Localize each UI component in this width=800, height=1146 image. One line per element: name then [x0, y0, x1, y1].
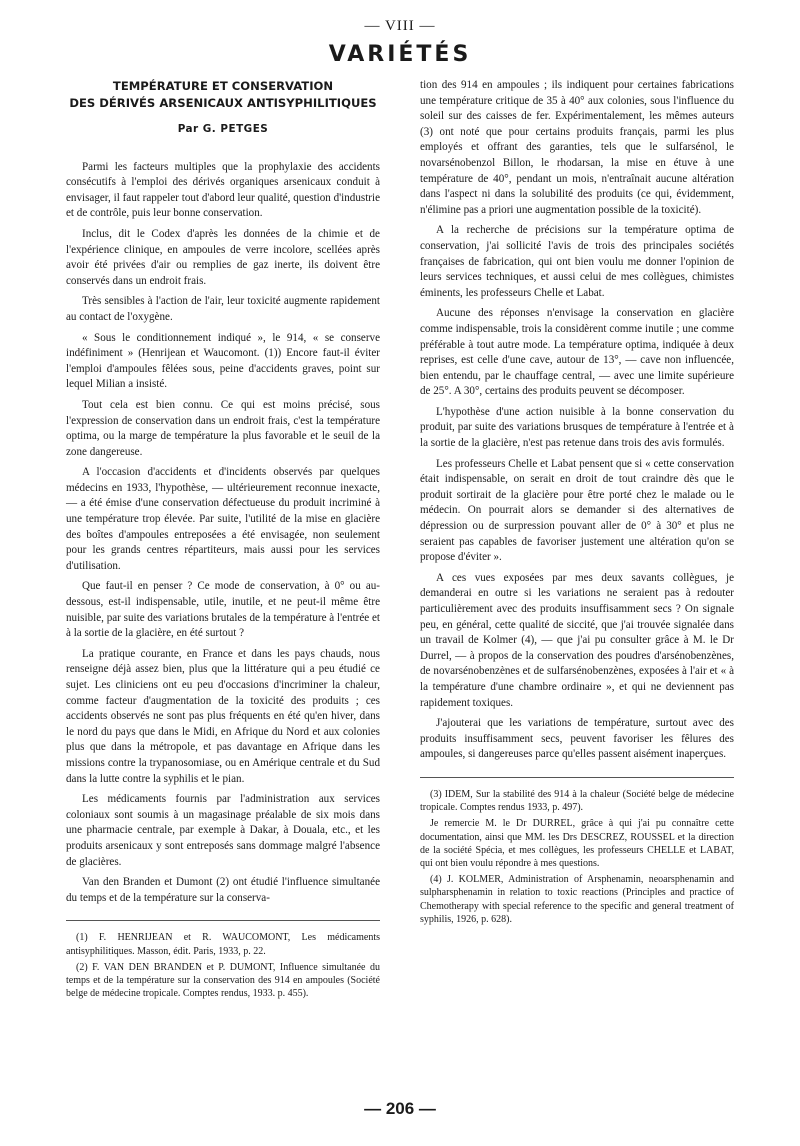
left-column — [66, 78, 380, 1003]
footnote-3: (3) IDEM, Sur la stabilité des 914 à la chaleur (Société belge de médecine tropicale. Comptes rendus 1933, p. 497). — [420, 788, 734, 814]
paragraph: « Sous le conditionnement indiqué », le 914, « se conserve indéfiniment » (Henrijean et Waucomont. (1)) Encore faut-il éviter l'emploi d'ampoules fêlées sous, peine d'accidents graves, point sur lequel Milian a insisté. — [66, 331, 380, 391]
section-title: VARIÉTÉS — [328, 42, 472, 67]
paragraph: A l'occasion d'accidents et d'incidents observés par quelques médecins en 1933, l'hypothèse, — ultérieurement reconnue inexacte, — a été émise d'une conservation défectueuse du produit incriminé à une température trop élevée. Par suite, l'utilité de la mise en glacière des boîtes d'ampoules entreposées a été envisagée, non seulement pour les grands centres répartiteurs, mais aussi pour les services d'utilisation. — [66, 466, 380, 572]
paragraph: A ces vues exposées par mes deux savants collègues, je demanderai en outre si les variations ne seraient pas à redouter particulièrement avec des produits insuffisamment secs ? On signale peu, en général, cette qualité de siccité, que j'ai trouvée signalée dans un travail de Kolmer (4), — que j'ai pu consulter grâce à M. le Dr Durrel, — à propos de la conservation des poudres d'arsénobenzènes, de novarsénobenzènes et de sulfarsénobenzènes, exposées à l'air et « à la température d'une chambre ordinaire », et qui ne deviennent pas rapidement toxiques. — [420, 571, 734, 709]
paragraph: La pratique courante, en France et dans les pays chauds, nous renseigne déjà assez bien, plus que la littérature qui a peu étudié ce sujet. Les cliniciens ont eu peu d'occasions d'incriminer la chaleur, comme facteur d'augmentation de la toxicité des produits ; ces accidents observés ne sont pas plus fréquents en été qu'en hiver, dans le nord du pays que dans le Midi, en Afrique du Nord et aux colonies plus que dans la métropole, et pas davantage en Afrique dans les missions contre la trypanosomiase, ou en Amérique centrale et du Sud dans la lutte contre la syphilis et le pian. — [66, 647, 380, 785]
paragraph: Inclus, dit le Codex d'après les données de la chimie et de l'expérience clinique, en ampoules de verre incolore, scellées après avoir été privées d'air ou remplies de gaz inerte, ils doivent être conservés dans un endroit frais. — [66, 227, 380, 287]
article-title-line-2: DES DÉRIVÉS ARSENICAUX ANTISYPHILITIQUES — [69, 96, 377, 110]
paragraph-continuation: tion des 914 en ampoules ; ils indiquent pour certaines fabrications une température critique de 35 à 40° aux colonies, sous l'influence du soleil sur des caisses de fer. Expérimentalement, les mêmes auteurs (3) ont noté que pour certains produits français, parmi les plus employés et offrant des garanties, tels que le sulfarsénol, le novarsénobenzol Billon, le rhodarsan, la mise en étuve à une température de 40°, pendant un mois, n'entraînait aucune altération dans l'aspect ni dans la solubilité des produits (ce qui, évidemment, n'élimine pas a priori une augmentation possible de la toxicité). — [420, 79, 734, 216]
paragraph: Très sensibles à l'action de l'air, leur toxicité augmente rapidement au contact de l'oxygène. — [66, 295, 380, 323]
footnote-2: (2) F. VAN DEN BRANDEN et P. DUMONT, Influence simultanée du temps et de la température sur la conservation des 914 en ampoules (Société belge de médecine tropicale. Comptes rendus, 1933. p. 455). — [66, 961, 380, 1000]
article-title — [66, 78, 380, 112]
footnote-divider — [420, 777, 734, 778]
paragraph: Les médicaments fournis par l'administration aux services coloniaux sont soumis à un magasinage préalable de six mois dans une pharmacie centrale, par exemple à Dakar, à Douala, etc., et les produits arsenicaux y sont entreposés sans dommage malgré l'absence de glacières. — [66, 793, 380, 868]
page-number: — 206 — — [364, 1099, 436, 1118]
paragraph: L'hypothèse d'une action nuisible à la bonne conservation du produit, par suite des variations brusques de température à l'entrée et à la sortie de la glacière, n'est pas retenue dans trois des avis formulés. — [420, 405, 734, 450]
footnote-4: (4) J. KOLMER, Administration of Arsphenamin, neoarsphenamin and sulpharsphenamin in relation to toxic reactions (Principles and practice of Chemotherapy with special reference to the specific and general treatment of syphilis, 1926, p. 628). — [420, 874, 734, 925]
paragraph: Les professeurs Chelle et Labat pensent que si « cette conservation était indispensable, on serait en droit de tout craindre dès que le produit sortirait de la glacière pour être porté chez le malade ou le médecin. On pourrait alors se demander si des alternatives de dépression ou de surpression pouvant aller de 0° à 30° et plus ne seraient pas capables de favoriser justement une altération qu'on se propose d'éviter ». — [420, 457, 734, 564]
paragraph: Que faut-il en penser ? Ce mode de conservation, à 0° ou au-dessous, est-il indispensable, utile, inutile, et ne peut-il même être nuisible, par suite des variations brutales de la température à l'entrée et à la sortie de la glacière, en été surtout ? — [66, 580, 380, 640]
paragraph: Aucune des réponses n'envisage la conservation en glacière comme indispensable, trois la considèrent comme inutile ; une comme préférable à tout autre mode. La température optima, indiquée à deux reprises, est celle d'une cave, autour de 13°, — cave non influencée, bien entendu, par le chauffage central, — avec une limite supérieure de 25°. A 30°, certains des produits peuvent se décomposer. — [420, 307, 734, 398]
right-column — [420, 78, 734, 929]
page-header-roman: — VIII — — [364, 18, 436, 34]
footnote-divider — [66, 920, 380, 921]
footnote-1: (1) F. HENRIJEAN et R. WAUCOMONT, Les médicaments antisyphilitiques. Masson, édit. Paris, 1933, p. 22. — [66, 932, 380, 957]
article-title-line-1: TEMPÉRATURE ET CONSERVATION — [112, 79, 334, 93]
article-author: Par G. PETGES — [177, 123, 269, 135]
paragraph: J'ajouterai que les variations de température, surtout avec des produits insuffisamment secs, peuvent favoriser les fêlures des ampoules, si dangereuses parce qu'elles passent aisément inaperçues. — [420, 717, 734, 761]
paragraph: Tout cela est bien connu. Ce qui est moins précisé, sous l'expression de conservation dans un endroit frais, c'est la température optima, ou la marge de température la plus favorable et le seuil de la zone dangereuse. — [66, 398, 380, 458]
acknowledgement-note: Je remercie M. le Dr DURREL, grâce à qui j'ai pu connaître cette documentation, ainsi que MM. les Drs DESCREZ, ROUSSEL et la direction de la société Spécia, et mes collègues, les professeurs CHELLE et LABAT, qui ont bien voulu répondre à mes questions. — [420, 818, 734, 869]
paragraph: Van den Branden et Dumont (2) ont étudié l'influence simultanée du temps et de la température sur la conserva- — [66, 876, 380, 904]
paragraph: A la recherche de précisions sur la température optima de conservation, j'ai sollicité l'avis de trois des principales sociétés françaises de fabrication, qui ont bien voulu me donner l'opinion de leurs services techniques, et aussi celui de mes collègues, chimistes éminents, les professeurs Chelle et Labat. — [420, 224, 734, 299]
paragraph: Parmi les facteurs multiples que la prophylaxie des accidents consécutifs à l'emploi des dérivés organiques arsenicaux conduit à envisager, il faut rappeler tout d'abord leur qualité, question d'industrie et de contrôle, puis leur bonne conservation. — [66, 160, 380, 220]
